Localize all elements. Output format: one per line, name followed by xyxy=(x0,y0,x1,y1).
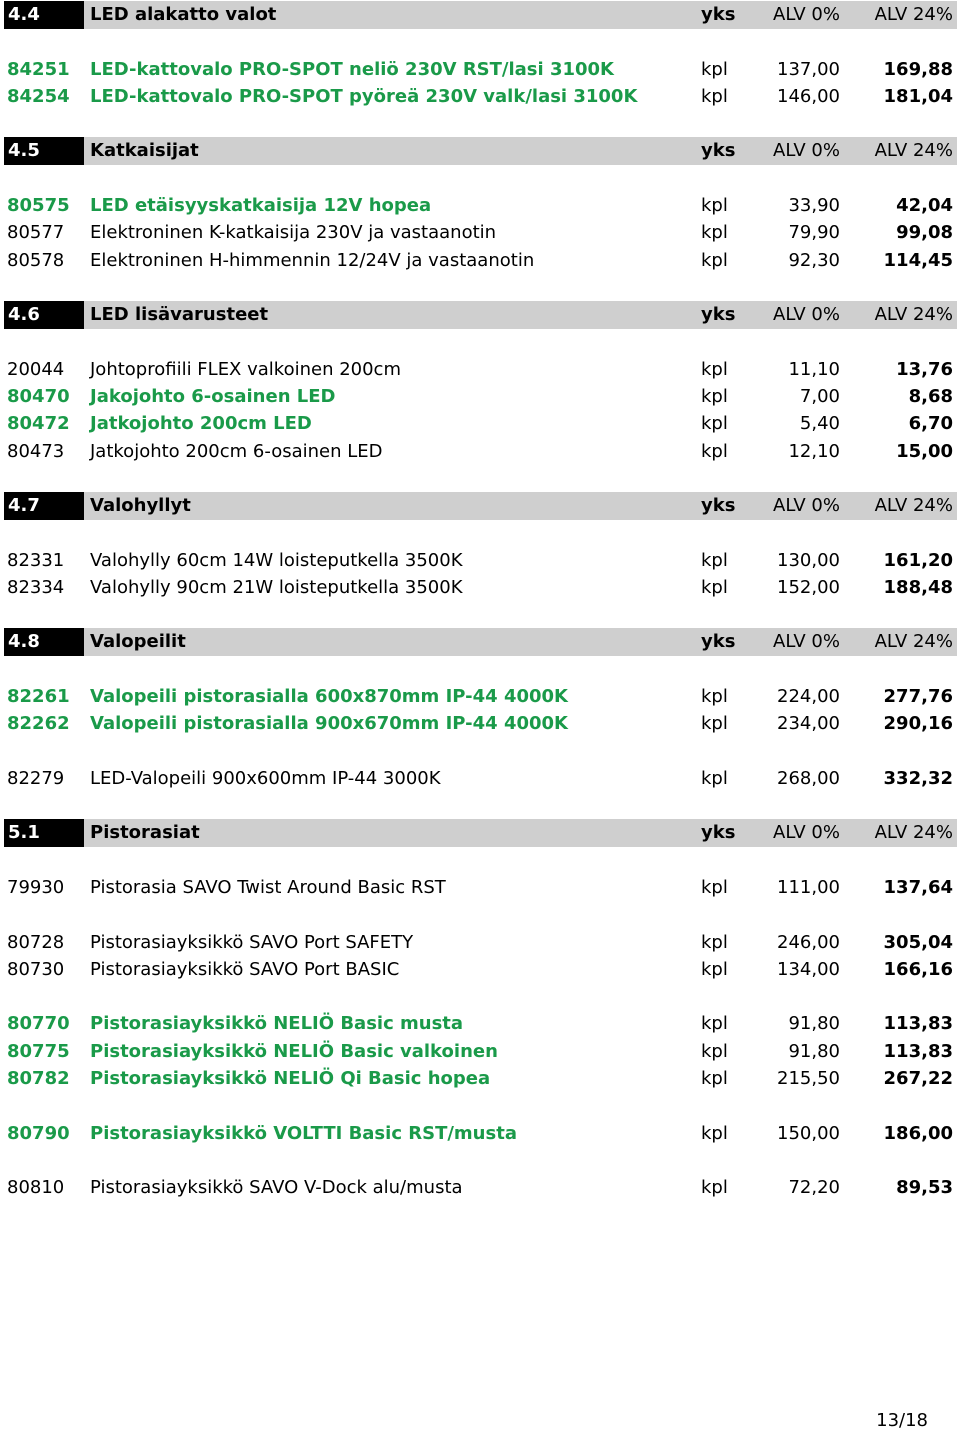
product-unit: kpl xyxy=(701,86,728,107)
product-unit: kpl xyxy=(701,441,728,462)
section-title: Katkaisijat xyxy=(90,140,199,161)
price-alv0: 5,40 xyxy=(799,413,840,434)
section-number: 4.4 xyxy=(4,1,84,29)
price-alv0: 246,00 xyxy=(777,932,840,953)
section-title: LED lisävarusteet xyxy=(90,304,269,325)
product-unit: kpl xyxy=(701,222,728,243)
table-row xyxy=(0,247,960,274)
product-name: Valohylly 90cm 21W loisteputkella 3500K xyxy=(90,577,463,598)
product-unit: kpl xyxy=(701,768,728,789)
price-alv0: 72,20 xyxy=(788,1177,840,1198)
price-alv24: 89,53 xyxy=(896,1177,953,1198)
header-alv24: ALV 24% xyxy=(874,304,953,325)
price-alv0: 146,00 xyxy=(777,86,840,107)
product-name: LED-kattovalo PRO-SPOT neliö 230V RST/lasi 3100K xyxy=(90,59,615,80)
price-alv24: 169,88 xyxy=(883,59,953,80)
price-alv24: 13,76 xyxy=(896,359,953,380)
product-unit: kpl xyxy=(701,686,728,707)
price-alv24: 332,32 xyxy=(883,768,953,789)
product-unit: kpl xyxy=(701,413,728,434)
product-name: Pistorasia SAVO Twist Around Basic RST xyxy=(90,877,446,898)
price-alv0: 111,00 xyxy=(777,877,840,898)
table-row xyxy=(0,874,960,901)
section-title: Valohyllyt xyxy=(90,495,191,516)
product-unit: kpl xyxy=(701,1068,728,1089)
product-code: 80730 xyxy=(7,959,65,980)
header-alv0: ALV 0% xyxy=(773,4,840,25)
price-alv0: 152,00 xyxy=(777,577,840,598)
section-number: 4.8 xyxy=(4,628,84,656)
product-code: 84251 xyxy=(7,59,70,80)
product-code: 20044 xyxy=(7,359,65,380)
product-name: LED-kattovalo PRO-SPOT pyöreä 230V valk/lasi 3100K xyxy=(90,86,638,107)
price-alv24: 181,04 xyxy=(883,86,953,107)
product-name: Jatkojohto 200cm 6-osainen LED xyxy=(90,441,383,462)
product-name: Jatkojohto 200cm LED xyxy=(90,413,312,434)
product-code: 80770 xyxy=(7,1013,70,1034)
product-unit: kpl xyxy=(701,1041,728,1062)
table-row xyxy=(0,1010,960,1037)
header-alv0: ALV 0% xyxy=(773,631,840,652)
price-alv24: 137,64 xyxy=(883,877,953,898)
product-unit: kpl xyxy=(701,1123,728,1144)
section-number: 4.7 xyxy=(4,492,84,520)
header-unit: yks xyxy=(701,4,736,25)
header-alv0: ALV 0% xyxy=(773,140,840,161)
header-alv24: ALV 24% xyxy=(874,140,953,161)
price-alv24: 166,16 xyxy=(883,959,953,980)
product-unit: kpl xyxy=(701,550,728,571)
header-unit: yks xyxy=(701,631,736,652)
price-alv24: 267,22 xyxy=(883,1068,953,1089)
price-alv0: 12,10 xyxy=(788,441,840,462)
section-number: 5.1 xyxy=(4,819,84,847)
product-name: Elektroninen H-himmennin 12/24V ja vastaanotin xyxy=(90,250,535,271)
header-unit: yks xyxy=(701,822,736,843)
product-name: Elektroninen K-katkaisija 230V ja vastaanotin xyxy=(90,222,497,243)
product-name: Pistorasiayksikkö NELIÖ Qi Basic hopea xyxy=(90,1068,491,1089)
table-row xyxy=(0,219,960,246)
product-unit: kpl xyxy=(701,195,728,216)
section-title: Pistorasiat xyxy=(90,822,200,843)
price-alv0: 215,50 xyxy=(777,1068,840,1089)
product-code: 80575 xyxy=(7,195,70,216)
product-code: 80577 xyxy=(7,222,65,243)
price-alv0: 91,80 xyxy=(788,1013,840,1034)
price-alv0: 137,00 xyxy=(777,59,840,80)
page-number: 13/18 xyxy=(876,1410,928,1431)
price-alv0: 130,00 xyxy=(777,550,840,571)
table-row xyxy=(0,410,960,437)
table-row xyxy=(0,1065,960,1092)
product-unit: kpl xyxy=(701,877,728,898)
product-name: Pistorasiayksikkö SAVO Port SAFETY xyxy=(90,932,414,953)
price-alv24: 15,00 xyxy=(896,441,953,462)
product-code: 80728 xyxy=(7,932,65,953)
table-row xyxy=(0,56,960,83)
section-number: 4.6 xyxy=(4,301,84,329)
table-row xyxy=(0,383,960,410)
product-code: 82262 xyxy=(7,713,70,734)
table-row xyxy=(0,83,960,110)
table-row xyxy=(0,765,960,792)
price-alv24: 114,45 xyxy=(883,250,953,271)
product-unit: kpl xyxy=(701,59,728,80)
product-unit: kpl xyxy=(701,932,728,953)
price-alv24: 6,70 xyxy=(908,413,953,434)
price-alv0: 224,00 xyxy=(777,686,840,707)
product-code: 82261 xyxy=(7,686,70,707)
price-alv0: 234,00 xyxy=(777,713,840,734)
header-alv0: ALV 0% xyxy=(773,495,840,516)
product-code: 79930 xyxy=(7,877,65,898)
product-unit: kpl xyxy=(701,1177,728,1198)
product-code: 80782 xyxy=(7,1068,70,1089)
price-alv0: 11,10 xyxy=(788,359,840,380)
product-code: 80775 xyxy=(7,1041,70,1062)
section-title: Valopeilit xyxy=(90,631,186,652)
header-alv24: ALV 24% xyxy=(874,631,953,652)
price-alv24: 161,20 xyxy=(883,550,953,571)
product-code: 80578 xyxy=(7,250,65,271)
table-row xyxy=(0,438,960,465)
product-unit: kpl xyxy=(701,386,728,407)
product-code: 80472 xyxy=(7,413,70,434)
product-name: Pistorasiayksikkö NELIÖ Basic musta xyxy=(90,1013,464,1034)
price-alv0: 91,80 xyxy=(788,1041,840,1062)
price-alv24: 113,83 xyxy=(883,1041,953,1062)
header-unit: yks xyxy=(701,495,736,516)
price-alv24: 113,83 xyxy=(883,1013,953,1034)
price-alv0: 7,00 xyxy=(799,386,840,407)
section-header xyxy=(4,301,957,329)
price-alv0: 79,90 xyxy=(788,222,840,243)
product-unit: kpl xyxy=(701,250,728,271)
header-alv24: ALV 24% xyxy=(874,4,953,25)
header-unit: yks xyxy=(701,304,736,325)
price-alv24: 188,48 xyxy=(883,577,953,598)
price-alv24: 186,00 xyxy=(883,1123,953,1144)
section-header xyxy=(4,628,957,656)
table-row xyxy=(0,1120,960,1147)
product-name: Jakojohto 6-osainen LED xyxy=(90,386,336,407)
product-name: Valopeili pistorasialla 900x670mm IP-44 4000K xyxy=(90,713,568,734)
header-alv24: ALV 24% xyxy=(874,822,953,843)
table-row xyxy=(0,683,960,710)
product-unit: kpl xyxy=(701,713,728,734)
product-name: Pistorasiayksikkö VOLTTI Basic RST/musta xyxy=(90,1123,517,1144)
product-code: 82334 xyxy=(7,577,65,598)
header-alv0: ALV 0% xyxy=(773,304,840,325)
product-code: 80470 xyxy=(7,386,70,407)
table-row xyxy=(0,1038,960,1065)
header-alv24: ALV 24% xyxy=(874,495,953,516)
product-name: Pistorasiayksikkö SAVO V-Dock alu/musta xyxy=(90,1177,463,1198)
price-alv24: 99,08 xyxy=(896,222,953,243)
product-name: Valohylly 60cm 14W loisteputkella 3500K xyxy=(90,550,463,571)
table-row xyxy=(0,1174,960,1201)
price-alv24: 277,76 xyxy=(883,686,953,707)
product-name: LED-Valopeili 900x600mm IP-44 3000K xyxy=(90,768,441,789)
product-code: 80473 xyxy=(7,441,65,462)
price-alv0: 268,00 xyxy=(777,768,840,789)
product-unit: kpl xyxy=(701,577,728,598)
table-row xyxy=(0,929,960,956)
table-row xyxy=(0,574,960,601)
price-alv0: 150,00 xyxy=(777,1123,840,1144)
price-alv0: 134,00 xyxy=(777,959,840,980)
product-code: 82279 xyxy=(7,768,65,789)
section-header xyxy=(4,819,957,847)
section-number: 4.5 xyxy=(4,137,84,165)
price-alv24: 42,04 xyxy=(896,195,953,216)
product-name: Pistorasiayksikkö NELIÖ Basic valkoinen xyxy=(90,1041,498,1062)
product-code: 80810 xyxy=(7,1177,65,1198)
table-row xyxy=(0,192,960,219)
product-unit: kpl xyxy=(701,359,728,380)
product-name: LED etäisyyskatkaisija 12V hopea xyxy=(90,195,432,216)
table-row xyxy=(0,356,960,383)
header-unit: yks xyxy=(701,140,736,161)
product-unit: kpl xyxy=(701,959,728,980)
table-row xyxy=(0,956,960,983)
table-row xyxy=(0,547,960,574)
product-code: 80790 xyxy=(7,1123,70,1144)
header-alv0: ALV 0% xyxy=(773,822,840,843)
section-header xyxy=(4,1,957,29)
product-name: Valopeili pistorasialla 600x870mm IP-44 4000K xyxy=(90,686,568,707)
section-header xyxy=(4,492,957,520)
price-alv24: 8,68 xyxy=(908,386,953,407)
table-row xyxy=(0,710,960,737)
section-header xyxy=(4,137,957,165)
product-unit: kpl xyxy=(701,1013,728,1034)
product-code: 84254 xyxy=(7,86,70,107)
price-alv24: 305,04 xyxy=(883,932,953,953)
product-name: Johtoprofiili FLEX valkoinen 200cm xyxy=(90,359,401,380)
section-title: LED alakatto valot xyxy=(90,4,277,25)
price-alv24: 290,16 xyxy=(883,713,953,734)
price-alv0: 92,30 xyxy=(788,250,840,271)
product-name: Pistorasiayksikkö SAVO Port BASIC xyxy=(90,959,400,980)
price-alv0: 33,90 xyxy=(788,195,840,216)
product-code: 82331 xyxy=(7,550,65,571)
